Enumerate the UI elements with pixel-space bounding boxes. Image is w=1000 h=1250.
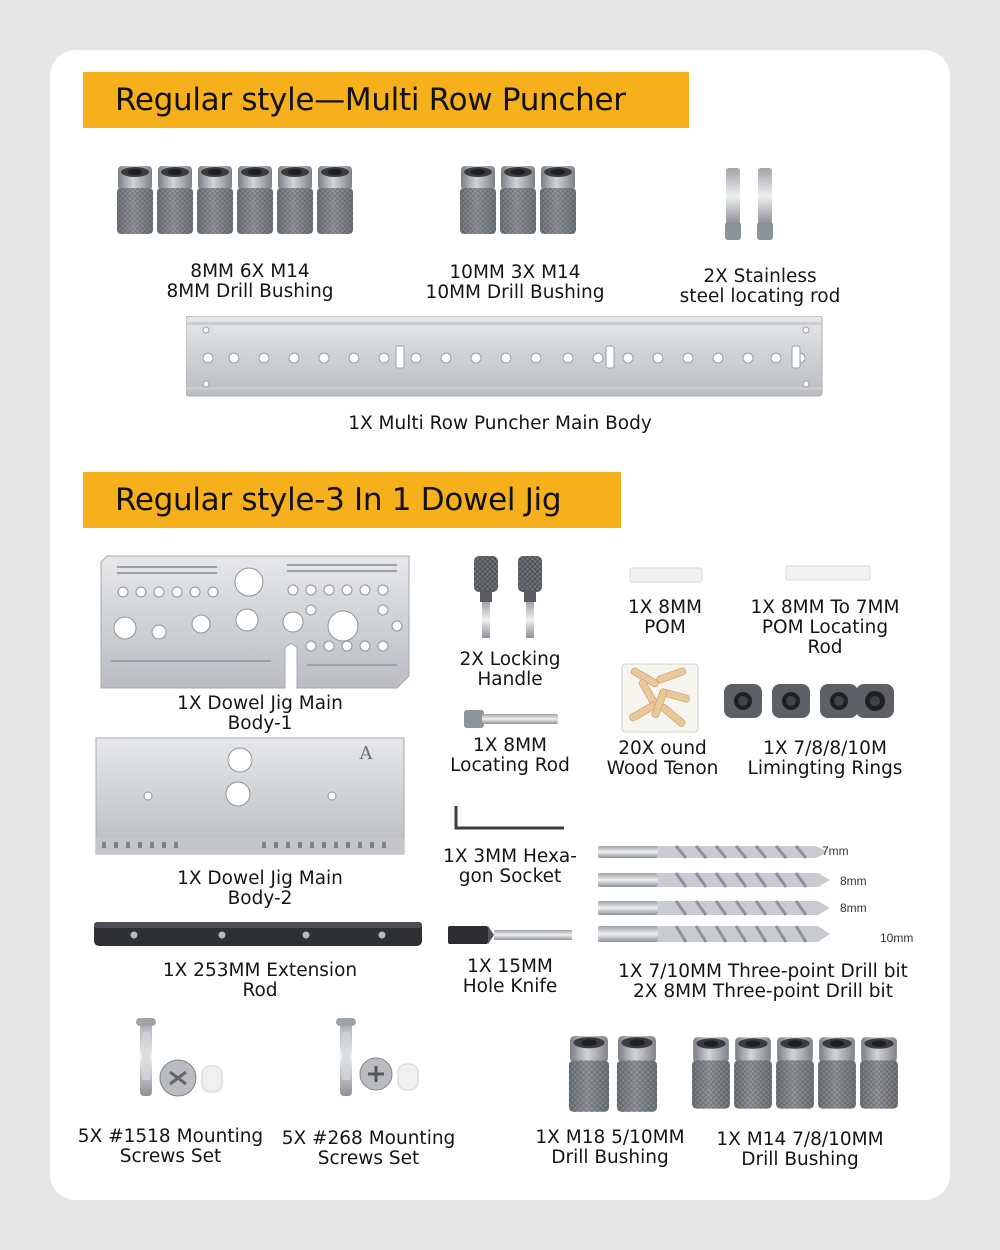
puncher-main-body-image <box>186 316 824 398</box>
limiting-rings-label: 1X 7/8/8/10M Limingting Rings <box>747 738 903 779</box>
m18-drill-bushing-label: 1X M18 5/10MM Drill Bushing <box>535 1127 685 1168</box>
drill-size-10mm: 10mm <box>880 931 914 945</box>
drill-bushing-8mm-image <box>115 166 360 238</box>
mounting-screws-268-label: 5X #268 Mounting Screws Set <box>281 1128 456 1169</box>
extension-rod-label: 1X 253MM Extension Rod <box>162 960 358 1001</box>
wood-tenon-image <box>620 662 700 734</box>
m14-drill-bushing-image <box>690 1036 900 1116</box>
dowel-jig-body2-label: 1X Dowel Jig Main Body-2 <box>177 868 343 909</box>
hole-knife-image <box>446 922 574 948</box>
drill-bits-label: 1X 7/10MM Three-point Drill bit 2X 8MM Three-point Drill bit <box>618 961 908 1002</box>
drill-bits-image <box>596 840 832 950</box>
drill-size-8mm-a: 8mm <box>840 874 867 888</box>
extension-rod-image <box>94 920 424 950</box>
dowel-jig-body1-image <box>97 548 415 692</box>
locating-rod-8mm-label: 1X 8MM Locating Rod <box>450 735 570 776</box>
stainless-locating-rod-image <box>722 166 782 244</box>
hole-knife-label: 1X 15MM Hole Knife <box>462 956 558 997</box>
dowel-jig-body1-label: 1X Dowel Jig Main Body-1 <box>177 693 343 734</box>
hex-socket-label: 1X 3MM Hexa- gon Socket <box>443 846 577 887</box>
m14-drill-bushing-label: 1X M14 7/8/10MM Drill Bushing <box>716 1129 884 1170</box>
locking-handle-label: 2X Locking Handle <box>459 649 561 690</box>
section2-title: Regular style-3 In 1 Dowel Jig <box>83 472 621 528</box>
drill-size-7mm: 7mm <box>822 844 849 858</box>
locating-rod-8mm-image <box>462 706 562 732</box>
pom-image <box>628 566 704 586</box>
puncher-main-body-label: 1X Multi Row Puncher Main Body <box>348 413 652 434</box>
hex-socket-image <box>452 802 572 834</box>
mounting-screws-268-image <box>330 1016 430 1102</box>
wood-tenon-label: 20X ound Wood Tenon <box>606 738 719 779</box>
locking-handle-image <box>470 554 546 650</box>
content-card <box>50 50 950 1200</box>
mounting-screws-1518-label: 5X #1518 Mounting Screws Set <box>77 1126 264 1167</box>
stainless-locating-rod-label: 2X Stainless steel locating rod <box>679 266 841 307</box>
drill-size-8mm-b: 8mm <box>840 901 867 915</box>
pom-locating-rod-image <box>784 564 874 584</box>
pom-locating-rod-label: 1X 8MM To 7MM POM Locating Rod <box>750 597 900 658</box>
drill-bushing-10mm-label: 10MM 3X M14 10MM Drill Bushing <box>425 262 605 303</box>
drill-bushing-10mm-image <box>458 166 583 238</box>
limiting-rings-image <box>722 680 898 724</box>
drill-bushing-8mm-label: 8MM 6X M14 8MM Drill Bushing <box>166 261 334 302</box>
m18-drill-bushing-image <box>566 1036 662 1116</box>
pom-label: 1X 8MM POM <box>627 597 703 638</box>
section1-title: Regular style—Multi Row Puncher <box>83 72 689 128</box>
mounting-screws-1518-image <box>130 1016 230 1102</box>
dowel-jig-body2-mark: A <box>359 743 373 764</box>
